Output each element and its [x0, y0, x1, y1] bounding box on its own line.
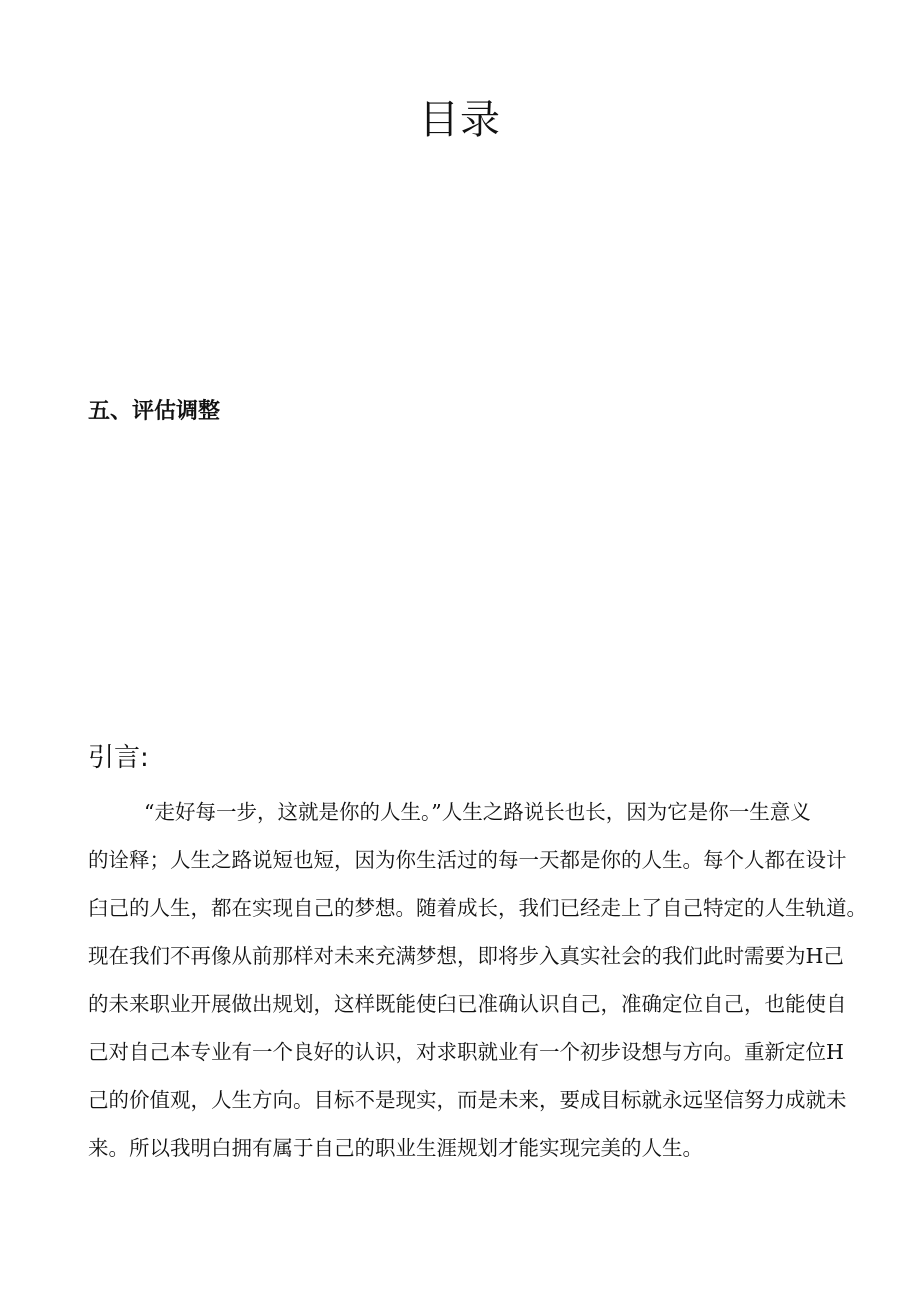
paragraph-line: 己对自己本专业有一个良好的认识，对求职就业有一个初步设想与方向。重新定位H [88, 1040, 844, 1064]
page-title: 目录 [419, 97, 501, 143]
paragraph-line: 来。所以我明白拥有属于自己的职业生涯规划才能实现完美的人生。 [88, 1136, 703, 1160]
intro-paragraph [88, 788, 867, 1172]
intro-heading: 引言: [88, 743, 149, 773]
paragraph-line: “走好每一步，这就是你的人生。”人生之路说长也长，因为它是你一生意义 [144, 800, 811, 824]
paragraph-line: 的诠释；人生之路说短也短，因为你生活过的每一天都是你的人生。每个人都在设计 [88, 848, 847, 872]
paragraph-line: 现在我们不再像从前那样对未来充满梦想，即将步入真实社会的我们此时需要为H己 [88, 944, 844, 968]
paragraph-line: 臼己的人生，都在实现自己的梦想。随着成长，我们已经走上了自己特定的人生轨道。 [88, 896, 867, 920]
section-heading: 五、评估调整 [88, 399, 221, 424]
paragraph-line: 己的价值观，人生方向。目标不是现实，而是未来，要成目标就永远坚信努力成就未 [88, 1088, 847, 1112]
paragraph-line: 的未来职业开展做出规划，这样既能使臼已准确认识自己，准确定位自己，也能使自 [88, 992, 847, 1016]
